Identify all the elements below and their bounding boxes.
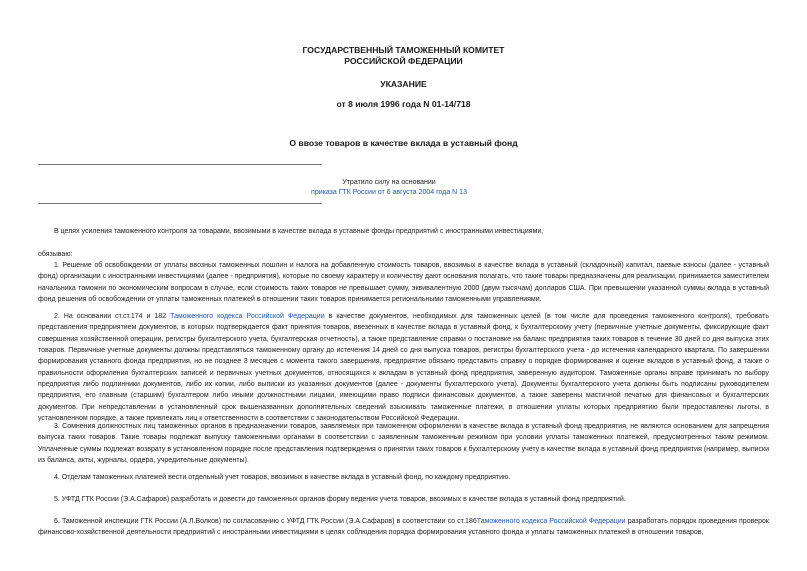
intro-paragraph: В целях усиления таможенного контроля за товарами, ввозимыми в качестве вклада в уставные фонды предприятий с иностранными инвестициями, [54,228,544,235]
divider-top [38,164,322,165]
issuer-line-1: ГОСУДАРСТВЕННЫЙ ТАМОЖЕННЫЙ КОМИТЕТ [302,45,505,55]
divider-bottom [38,203,322,204]
customs-code-link-2[interactable]: Таможенного кодекса Российской Федерации [476,518,626,525]
customs-code-link[interactable]: Таможенного кодекса Российской Федерации [170,313,325,320]
issuer-line-2: РОССИЙСКОЙ ФЕДЕРАЦИИ [344,56,463,66]
paragraph-5: 5. УФТД ГТК России (Э.А.Сафаров) разработать и довести до таможенных органов форму ведения учета товаров, ввозимых в качестве вклада в уставный фонд предприятий. [54,496,626,503]
document-type: УКАЗАНИЕ [380,79,427,89]
paragraph-6-start: 6. Таможенной инспекции ГТК России (А.Л.Волков) по согласованию с УФТД ГТК России (Э.А.Сафаров) в соответствии со ст.186 [54,518,477,525]
paragraph-2-rest: в качестве документов, необходимых для таможенных целей (в том числе для проведения таможенного контроля), требовать представления предприятием документов, в которых подтверждается факт принятия товаров, ввезенных в качестве вклада в уставный фонд, к бухгалтерскому учету (первичные учетные документы, фиксирующие факт совершения хозяйственной операции, регистры бухгалтерского учета, бухгалтерская отчетность), а также представление справки о постановке на баланс предприятия таких товаров в течение 30 дней со дня выпуска этих товаров. Первичные учетные документы должны представляться таможенному органу до истечения 14 дней со дня выпуска товаров, регистры бухгалтерского учета - до истечения календарного квартала. По завершении формирования уставного фонда предприятия, но не позднее 3 месяцев с момента такого завершения, предприятие обязано представить справку о порядке формирования и оценке вкладов в уставный фонд, а также о правильности оформления бухгалтерских записей и первичных учетных документов, относящихся к вкладам в уставный фонд предприятия, заверенную аудитором. Таможенные органы вправе принимать по выбору предприятия либо подлинники документов, либо их копии, либо выписки из указанных документов (далее - документы бухгалтерского учета). Документы бухгалтерского учета должны быть подписаны руководителем предприятия, его главным (старшим) бухгалтером либо иными должностными лицами, имеющими право подписи финансовых документов, а также заверены мастичной печатью для финансовых и бухгалтерских документов. При непредставлении в установленный срок вышеназванных дополнительных сведений взыскивать таможенные платежи, в отношении уплаты которых предприятию были предоставлены льготы, в установленном порядке, а также привлекать лиц к ответственности в соответствии с законодательством Российской Федерации. [38,313,769,423]
document-title: О ввозе товаров в качестве вклада в уставный фонд [289,138,518,148]
paragraph-6-rest: разработать порядок проведения проверок финансово-хозяйственной деятельности предприятий с иностранными инвестициями в целях соблюдения порядка формирования уставного фонда и уплаты таможенных платежей в отношении товаров, [38,518,769,537]
paragraph-4: 4. Отделам таможенных платежей вести отдельный учет товаров, ввозимых в качестве вклада в уставный фонд, по каждому предприятию. [54,474,511,481]
obliges-line: обязываю: [38,251,73,258]
paragraph-2-start: 2. На основании ст.ст.174 и 182 [54,313,171,320]
paragraph-6 [38,516,769,539]
repeal-note-text: Утратило силу на основании [342,179,436,186]
paragraph-3: 3. Сомнения должностных лиц таможенных органов в предназначении товаров, заявляемых при таможенном оформлении в качестве вклада в уставный фонд предприятия, не являются основанием для запрещения выпуска таких товаров. Такие товары подлежат выпуску таможенными органами в соответствии с заявленным таможенным режимом при условии уплаты таможенных платежей, предусмотренных таким режимом. Уплаченные суммы подлежат возврату в установленном порядке после представления подтверждения о принятии таких товаров к бухгалтерскому учету в качестве вклада в уставный фонд предприятия (например, выписки из баланса, акты, журналы, ордера, учредительные документы). [38,423,769,465]
paragraph-1: 1. Решение об освобождении от уплаты ввозных таможенных пошлин и налога на добавленную стоимость товаров, ввозимых в качестве вклада в уставный (складочный) капитал, паевые взносы (далее - уставный фонд) организации с иностранными инвестициями (далее - предприятия), которые по своему характеру и количеству дают основания полагать, что такие товары предназначены для реализации, принимается заместителем начальника таможни по экономическим вопросам в случае, если стоимость таких товаров не превышает сумму, эквивалентную 2000 (двум тысячам) долларов США. При превышении указанной суммы вклада в уставный фонд решения об освобождении от уплаты таможенных платежей в отношении таких товаров принимается региональными таможенными управлениями. [38,262,769,304]
repeal-note-link[interactable]: приказа ГТК России от 6 августа 2004 года N 13 [311,189,467,196]
paragraph-2 [38,311,769,424]
document-date-number: от 8 июля 1996 года N 01-14/718 [336,99,471,109]
